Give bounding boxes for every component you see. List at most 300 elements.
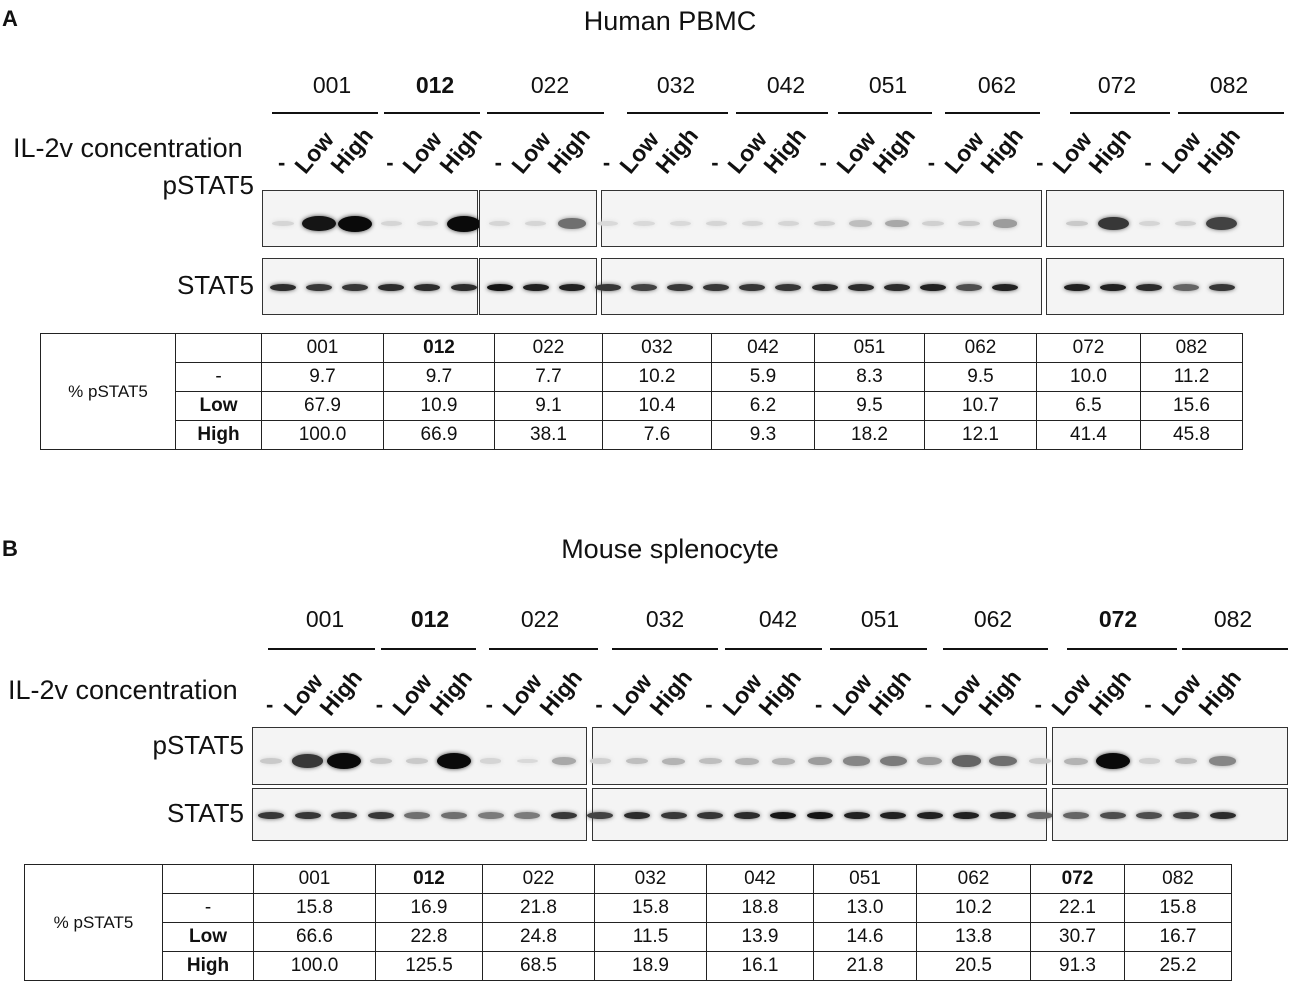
lane-label-none: -: [1144, 150, 1152, 175]
table-cell: 10.2: [917, 894, 1031, 923]
band: [552, 757, 576, 765]
table-row: [25, 923, 1232, 952]
band: [1027, 812, 1053, 819]
table-clone-header: 072: [1031, 865, 1125, 894]
clone-header: 012: [415, 72, 455, 98]
table-cell: 8.3: [815, 363, 925, 392]
clone-header: 072: [1097, 72, 1137, 98]
band: [631, 284, 657, 291]
lane-label-low: Low: [717, 668, 767, 721]
lane-label-low: Low: [607, 668, 657, 721]
table-cell: 22.1: [1031, 894, 1125, 923]
band: [953, 812, 979, 819]
clone-underline: [945, 112, 1040, 114]
table-cell: 13.8: [917, 923, 1031, 952]
lane-label-none: -: [266, 692, 274, 717]
lane-label-low: Low: [397, 126, 448, 179]
clone-header: 082: [1209, 72, 1249, 98]
table-cell: 10.7: [925, 392, 1037, 421]
table-cell: 68.5: [483, 952, 595, 981]
table-cell: 6.5: [1037, 392, 1141, 421]
table-cell: 18.9: [595, 952, 707, 981]
clone-underline: [1070, 112, 1170, 114]
clone-header: 051: [868, 72, 908, 98]
clone-underline: [384, 112, 480, 114]
clone-header: 062: [973, 606, 1013, 632]
lane-label-low: Low: [939, 126, 989, 179]
table-header-row: [25, 865, 1232, 894]
band: [1029, 758, 1051, 764]
band: [487, 284, 513, 291]
table-cell: 10.9: [384, 392, 495, 421]
band: [1206, 217, 1237, 230]
clone-underline: [612, 648, 718, 650]
table-row: [41, 363, 1243, 392]
lane-label-none: -: [1034, 692, 1042, 717]
band: [703, 284, 729, 291]
table-cell: 10.0: [1037, 363, 1141, 392]
table-clone-header: 051: [815, 334, 925, 363]
table-cell: 38.1: [495, 421, 603, 450]
clone-header: 022: [520, 606, 560, 632]
band: [917, 757, 942, 765]
panel-title: Human PBMC: [583, 6, 757, 36]
lane-label-none: -: [1144, 692, 1152, 717]
table-cell: 22.8: [376, 923, 483, 952]
table-row-label: -: [163, 894, 254, 923]
clone-underline: [725, 648, 822, 650]
clone-header: 032: [656, 72, 696, 98]
concentration-label: IL-2v concentration: [8, 675, 238, 705]
lane-label-none: -: [705, 692, 713, 717]
clone-header: 032: [645, 606, 685, 632]
band: [1209, 756, 1235, 765]
table-row: [41, 392, 1243, 421]
table-clone-header: 032: [603, 334, 712, 363]
band: [417, 221, 438, 226]
blot-pstat5: [252, 727, 587, 785]
band: [597, 221, 618, 226]
band: [1136, 812, 1162, 819]
band: [1209, 284, 1235, 291]
blot-pstat5: [479, 190, 597, 247]
band: [699, 758, 722, 764]
clone-header: 072: [1098, 606, 1138, 632]
table-corner: [176, 334, 262, 363]
band: [338, 216, 372, 232]
band: [956, 284, 982, 291]
band: [626, 758, 649, 764]
lane-label-low: Low: [826, 668, 877, 721]
table-cell: 16.7: [1125, 923, 1232, 952]
lane-label-none: -: [375, 692, 384, 717]
clone-header: 062: [977, 72, 1017, 98]
clone-underline: [1067, 648, 1177, 650]
table-cell: 24.8: [483, 923, 595, 952]
lane-label-none: -: [485, 692, 493, 717]
lane-label-none: -: [819, 150, 827, 175]
table-cell: 10.4: [603, 392, 712, 421]
panel-letter: B: [2, 536, 18, 561]
table-cell: 16.9: [376, 894, 483, 923]
table-cell: 16.1: [707, 952, 814, 981]
band: [990, 812, 1016, 819]
lane-label-high: High: [433, 122, 487, 179]
table-cell: 12.1: [925, 421, 1037, 450]
table-cell: 20.5: [917, 952, 1031, 981]
lane-label-none: -: [602, 150, 611, 175]
lane-label-none: -: [386, 150, 394, 175]
panel-b: [0, 530, 1299, 990]
table-clone-header: 001: [262, 334, 384, 363]
band: [922, 221, 944, 226]
table-row: [25, 894, 1232, 923]
lane-label-low: Low: [830, 126, 881, 179]
lane-label-none: -: [815, 692, 823, 717]
lane-label-high: High: [758, 122, 812, 179]
row-label-pstat5: pSTAT5: [152, 730, 244, 760]
clone-header: 001: [312, 72, 352, 98]
band: [1139, 221, 1160, 226]
band: [775, 284, 801, 291]
band: [406, 758, 428, 764]
band: [880, 812, 906, 819]
table-clone-header: 062: [925, 334, 1037, 363]
band: [306, 284, 332, 291]
band: [770, 812, 796, 819]
blot-stat5: [262, 258, 478, 315]
band: [517, 759, 538, 764]
band: [917, 812, 943, 819]
table-cell: 21.8: [483, 894, 595, 923]
band: [1175, 221, 1197, 226]
panel-a: [0, 0, 1299, 490]
panel-title: Mouse splenocyte: [561, 534, 779, 564]
band: [662, 758, 686, 765]
table-cell: 9.7: [384, 363, 495, 392]
clone-underline: [943, 648, 1048, 650]
band: [327, 753, 361, 769]
band: [992, 284, 1018, 291]
table-row: [25, 952, 1232, 981]
table-row-label: Low: [176, 392, 262, 421]
table-label: % pSTAT5: [41, 334, 176, 450]
band: [404, 812, 430, 819]
lane-label-high: High: [1083, 664, 1136, 721]
clone-underline: [1178, 112, 1284, 114]
table-row-label: -: [176, 363, 262, 392]
lane-label-high: High: [643, 664, 697, 721]
quant-table: [24, 864, 1232, 981]
lane-label-high: High: [542, 122, 595, 179]
band: [342, 284, 368, 291]
table-clone-header: 082: [1141, 334, 1243, 363]
quant-table: [40, 333, 1243, 450]
table-cell: 25.2: [1125, 952, 1232, 981]
lane-label-low: Low: [936, 668, 987, 721]
row-label-stat5: STAT5: [176, 270, 254, 300]
blot-stat5: [601, 258, 1042, 315]
band: [624, 812, 650, 819]
panel-letter: A: [2, 6, 18, 31]
band: [1139, 758, 1161, 763]
band: [1210, 812, 1236, 819]
lane-label-high: High: [753, 664, 807, 721]
row-label-pstat5: pSTAT5: [162, 170, 254, 200]
lane-label-high: High: [314, 664, 368, 721]
table-cell: 7.6: [603, 421, 712, 450]
table-cell: 9.3: [712, 421, 815, 450]
band: [258, 812, 284, 819]
band: [478, 812, 504, 819]
band: [480, 758, 501, 763]
lane-label-none: -: [711, 150, 719, 175]
clone-underline: [830, 648, 927, 650]
band: [1175, 758, 1198, 764]
band: [370, 758, 392, 764]
table-corner: [163, 865, 254, 894]
band: [525, 221, 546, 226]
table-cell: 18.8: [707, 894, 814, 923]
table-clone-header: 072: [1037, 334, 1141, 363]
band: [559, 284, 585, 291]
lane-label-none: -: [595, 692, 603, 717]
band: [451, 284, 477, 291]
blot-stat5: [1046, 258, 1284, 315]
band: [1100, 812, 1126, 819]
table-cell: 21.8: [814, 952, 917, 981]
band: [920, 284, 946, 291]
table-cell: 15.8: [1125, 894, 1232, 923]
table-clone-header: 012: [376, 865, 483, 894]
band: [844, 812, 870, 819]
lane-label-high: High: [650, 122, 704, 179]
band: [1136, 284, 1162, 291]
band: [1096, 753, 1130, 769]
blot-pstat5: [592, 727, 1047, 785]
lane-label-low: Low: [1156, 668, 1206, 721]
lane-label-low: Low: [1047, 126, 1097, 179]
band: [812, 284, 838, 291]
clone-header: 022: [530, 72, 570, 98]
table-cell: 67.9: [262, 392, 384, 421]
blot-stat5: [592, 788, 1047, 841]
lane-label-none: -: [494, 150, 502, 175]
table-cell: 45.8: [1141, 421, 1243, 450]
blot-pstat5: [262, 190, 478, 247]
band: [1173, 812, 1199, 819]
band: [587, 812, 613, 819]
table-row-label: Low: [163, 923, 254, 952]
band: [849, 220, 872, 226]
lane-label-low: Low: [387, 668, 438, 721]
clone-header: 042: [766, 72, 806, 98]
band: [368, 812, 394, 819]
concentration-label: IL-2v concentration: [13, 133, 243, 163]
band: [551, 812, 577, 819]
table-cell: 100.0: [262, 421, 384, 450]
band: [843, 756, 869, 765]
table-cell: 13.9: [707, 923, 814, 952]
lane-label-low: Low: [289, 126, 339, 179]
lane-label-none: -: [927, 150, 936, 175]
lane-label-high: High: [1191, 122, 1245, 179]
clone-header: 042: [758, 606, 798, 632]
table-cell: 66.6: [254, 923, 376, 952]
lane-label-none: -: [1036, 150, 1044, 175]
table-row-label: High: [176, 421, 262, 450]
lane-label-low: Low: [1046, 668, 1096, 721]
band: [735, 758, 759, 765]
blot-pstat5: [601, 190, 1042, 247]
blot-pstat5: [1052, 727, 1288, 785]
band: [292, 754, 323, 768]
table-cell: 11.5: [595, 923, 707, 952]
clone-underline: [489, 648, 598, 650]
lane-label-high: High: [973, 664, 1027, 721]
band: [590, 758, 612, 763]
lane-label-high: High: [867, 122, 920, 179]
table-cell: 9.5: [815, 392, 925, 421]
lane-label-high: High: [975, 122, 1029, 179]
table-cell: 11.2: [1141, 363, 1243, 392]
table-cell: 9.5: [925, 363, 1037, 392]
band: [808, 757, 833, 765]
band: [885, 220, 909, 228]
table-clone-header: 001: [254, 865, 376, 894]
lane-label-high: High: [534, 664, 587, 721]
band: [1063, 812, 1089, 819]
band: [523, 284, 549, 291]
clone-underline: [627, 112, 728, 114]
table-cell: 18.2: [815, 421, 925, 450]
band: [1100, 284, 1126, 291]
clone-header: 012: [410, 606, 450, 632]
table-cell: 91.3: [1031, 952, 1125, 981]
band: [272, 221, 293, 226]
band: [441, 812, 467, 819]
table-row: [41, 421, 1243, 450]
table-clone-header: 022: [495, 334, 603, 363]
blot-stat5: [252, 788, 587, 841]
band: [958, 221, 980, 227]
table-cell: 5.9: [712, 363, 815, 392]
lane-label-high: High: [325, 122, 379, 179]
band: [302, 216, 335, 231]
table-row-label: High: [163, 952, 254, 981]
band: [514, 812, 540, 819]
band: [489, 221, 510, 226]
band: [558, 218, 586, 229]
band: [295, 812, 321, 819]
band: [814, 221, 836, 226]
band: [661, 812, 687, 819]
band: [447, 216, 481, 232]
band: [734, 812, 760, 819]
clone-underline: [838, 112, 932, 114]
band: [595, 284, 621, 291]
table-cell: 9.7: [262, 363, 384, 392]
table-clone-header: 042: [707, 865, 814, 894]
table-clone-header: 032: [595, 865, 707, 894]
table-clone-header: 022: [483, 865, 595, 894]
band: [807, 812, 833, 819]
table-cell: 100.0: [254, 952, 376, 981]
clone-header: 082: [1213, 606, 1253, 632]
lane-label-high: High: [863, 664, 917, 721]
table-cell: 15.6: [1141, 392, 1243, 421]
band: [1098, 217, 1129, 231]
band: [739, 284, 765, 291]
lane-label-high: High: [424, 664, 478, 721]
clone-underline: [272, 112, 378, 114]
lane-label-low: Low: [497, 668, 547, 721]
lane-label-low: Low: [277, 668, 328, 721]
band: [331, 812, 357, 819]
lane-label-high: High: [1192, 664, 1246, 721]
band: [1064, 758, 1088, 765]
table-clone-header: 042: [712, 334, 815, 363]
band: [667, 284, 693, 291]
band: [381, 221, 402, 226]
band: [1064, 284, 1090, 291]
clone-header: 001: [305, 606, 345, 632]
row-label-stat5: STAT5: [166, 798, 244, 828]
lane-label-low: Low: [614, 126, 664, 179]
table-header-row: [41, 334, 1243, 363]
band: [706, 221, 727, 226]
band: [1066, 221, 1088, 227]
clone-underline: [268, 648, 375, 650]
table-cell: 41.4: [1037, 421, 1141, 450]
table-cell: 125.5: [376, 952, 483, 981]
lane-label-low: Low: [722, 126, 773, 179]
band: [880, 756, 907, 766]
band: [270, 284, 296, 291]
blot-stat5: [1052, 788, 1288, 841]
lane-label-none: -: [278, 150, 286, 175]
clone-underline: [381, 648, 476, 650]
table-clone-header: 051: [814, 865, 917, 894]
table-cell: 14.6: [814, 923, 917, 952]
table-cell: 9.1: [495, 392, 603, 421]
clone-underline: [1182, 648, 1288, 650]
blot-stat5: [479, 258, 597, 315]
band: [848, 284, 874, 291]
band: [952, 755, 980, 766]
band: [778, 221, 799, 226]
band: [260, 758, 282, 764]
band: [772, 758, 796, 765]
table-cell: 10.2: [603, 363, 712, 392]
band: [1173, 284, 1199, 291]
band: [989, 756, 1017, 767]
lane-label-high: High: [1083, 122, 1137, 179]
lane-label-low: Low: [1155, 126, 1206, 179]
table-clone-header: 082: [1125, 865, 1232, 894]
band: [993, 219, 1018, 227]
band: [697, 812, 723, 819]
band: [670, 221, 691, 226]
band: [414, 284, 440, 291]
table-cell: 66.9: [384, 421, 495, 450]
lane-label-none: -: [924, 692, 933, 717]
band: [378, 284, 404, 291]
table-cell: 15.8: [595, 894, 707, 923]
table-cell: 15.8: [254, 894, 376, 923]
clone-underline: [736, 112, 828, 114]
table-cell: 6.2: [712, 392, 815, 421]
